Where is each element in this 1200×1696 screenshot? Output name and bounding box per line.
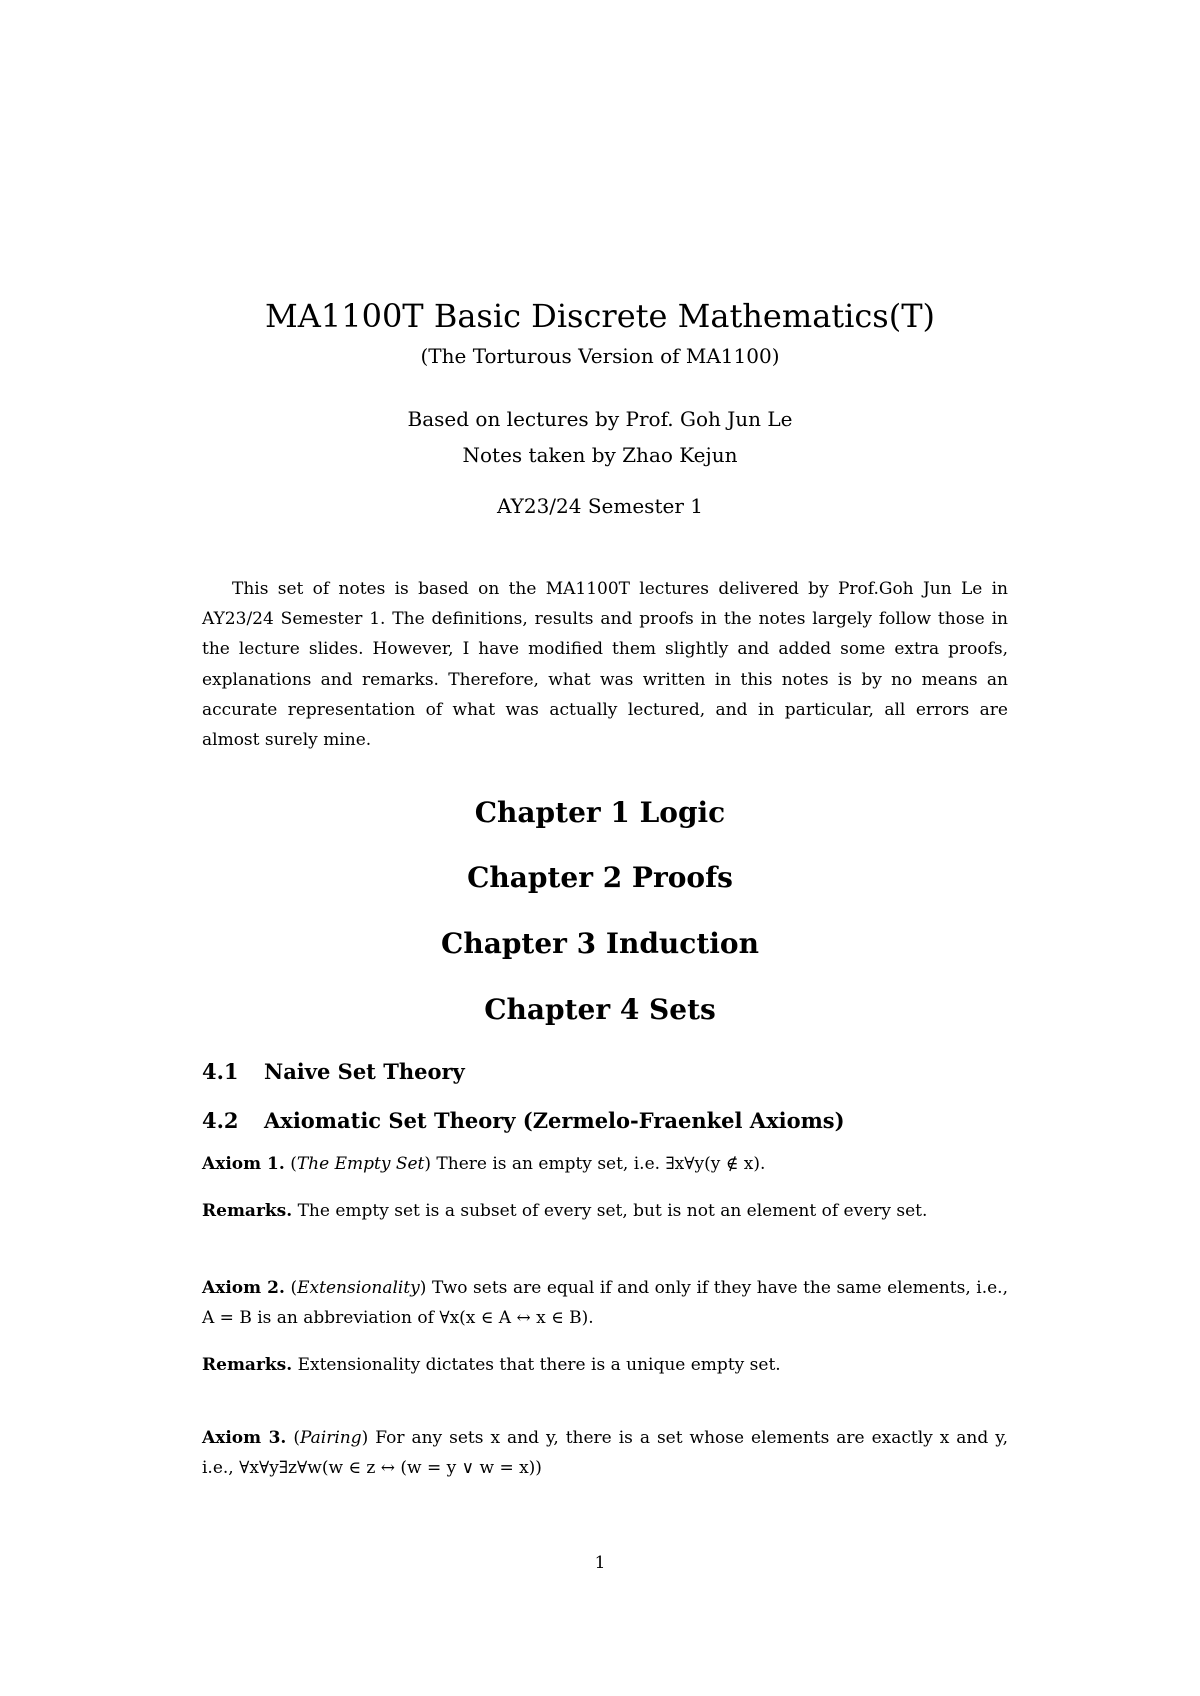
axiom-name: Pairing xyxy=(299,1428,362,1448)
chapter-heading-3: Chapter 3 Induction xyxy=(441,927,759,960)
paren-open: ( xyxy=(293,1428,300,1448)
section-title: Axiomatic Set Theory (Zermelo-Fraenkel Axioms) xyxy=(264,1108,845,1133)
remark-text: The empty set is a subset of every set, but is not an element of every set. xyxy=(292,1201,928,1221)
axiom-label: Axiom 2. xyxy=(202,1278,285,1298)
notes-author-line: Notes taken by Zhao Kejun xyxy=(462,443,738,467)
chapter-heading-1: Chapter 1 Logic xyxy=(474,796,726,829)
chapter-heading-2: Chapter 2 Proofs xyxy=(467,861,733,894)
remark-label: Remarks. xyxy=(202,1201,293,1221)
chapter-heading-4: Chapter 4 Sets xyxy=(484,993,716,1026)
remark-2 xyxy=(202,1350,1008,1380)
term-line: AY23/24 Semester 1 xyxy=(497,494,703,518)
section-number: 4.1 xyxy=(202,1059,239,1084)
axiom-name: Extensionality xyxy=(297,1278,420,1298)
axiom-label: Axiom 3. xyxy=(202,1428,287,1448)
paren-open: ( xyxy=(290,1154,297,1174)
section-title: Naive Set Theory xyxy=(264,1059,465,1084)
section-number: 4.2 xyxy=(202,1108,239,1133)
paren-close: ) xyxy=(424,1154,432,1174)
lecturer-line: Based on lectures by Prof. Goh Jun Le xyxy=(407,407,793,431)
section-heading-4-1 xyxy=(202,1058,465,1086)
axiom-3 xyxy=(202,1423,1008,1483)
paren-close: ) xyxy=(361,1428,369,1448)
axiom-text: For any sets x and y, there is a set whose elements are exactly x and y, i.e., ∀x∀y∃z∀w(w ∈ z ↔ (w = y ∨ w = x)) xyxy=(202,1428,1008,1479)
section-heading-4-2 xyxy=(202,1107,845,1135)
remark-label: Remarks. xyxy=(202,1355,293,1375)
axiom-text: Two sets are equal if and only if they have the same elements, i.e., A = B is an abbreviation of ∀x(x ∈ A ↔ x ∈ B). xyxy=(202,1278,1008,1329)
axiom-2 xyxy=(202,1273,1008,1333)
document-title: MA1100T Basic Discrete Mathematics(T) xyxy=(264,297,936,335)
abstract-paragraph: This set of notes is based on the MA1100T lectures delivered by Prof.Goh Jun Le in AY23/24 Semester 1. The definitions, results and proofs in the notes largely follow those in the lecture slides. However, I have modified them slightly and added some extra proofs, explanations and remarks. Therefore, what was written in this notes is by no means an accurate representation of what was actually lectured, and in particular, all errors are almost surely mine. xyxy=(202,579,1008,751)
axiom-label: Axiom 1. xyxy=(202,1154,285,1174)
document-subtitle: (The Torturous Version of MA1100) xyxy=(420,344,780,368)
remark-1 xyxy=(202,1196,1008,1226)
paren-open: ( xyxy=(290,1278,298,1298)
axiom-text: There is an empty set, i.e. ∃x∀y(y ∉ x). xyxy=(431,1154,766,1174)
axiom-name: The Empty Set xyxy=(296,1154,425,1174)
remark-text: Extensionality dictates that there is a unique empty set. xyxy=(292,1355,781,1375)
paren-close: ) xyxy=(419,1278,427,1298)
axiom-1 xyxy=(202,1149,1008,1179)
page-number: 1 xyxy=(594,1553,606,1573)
